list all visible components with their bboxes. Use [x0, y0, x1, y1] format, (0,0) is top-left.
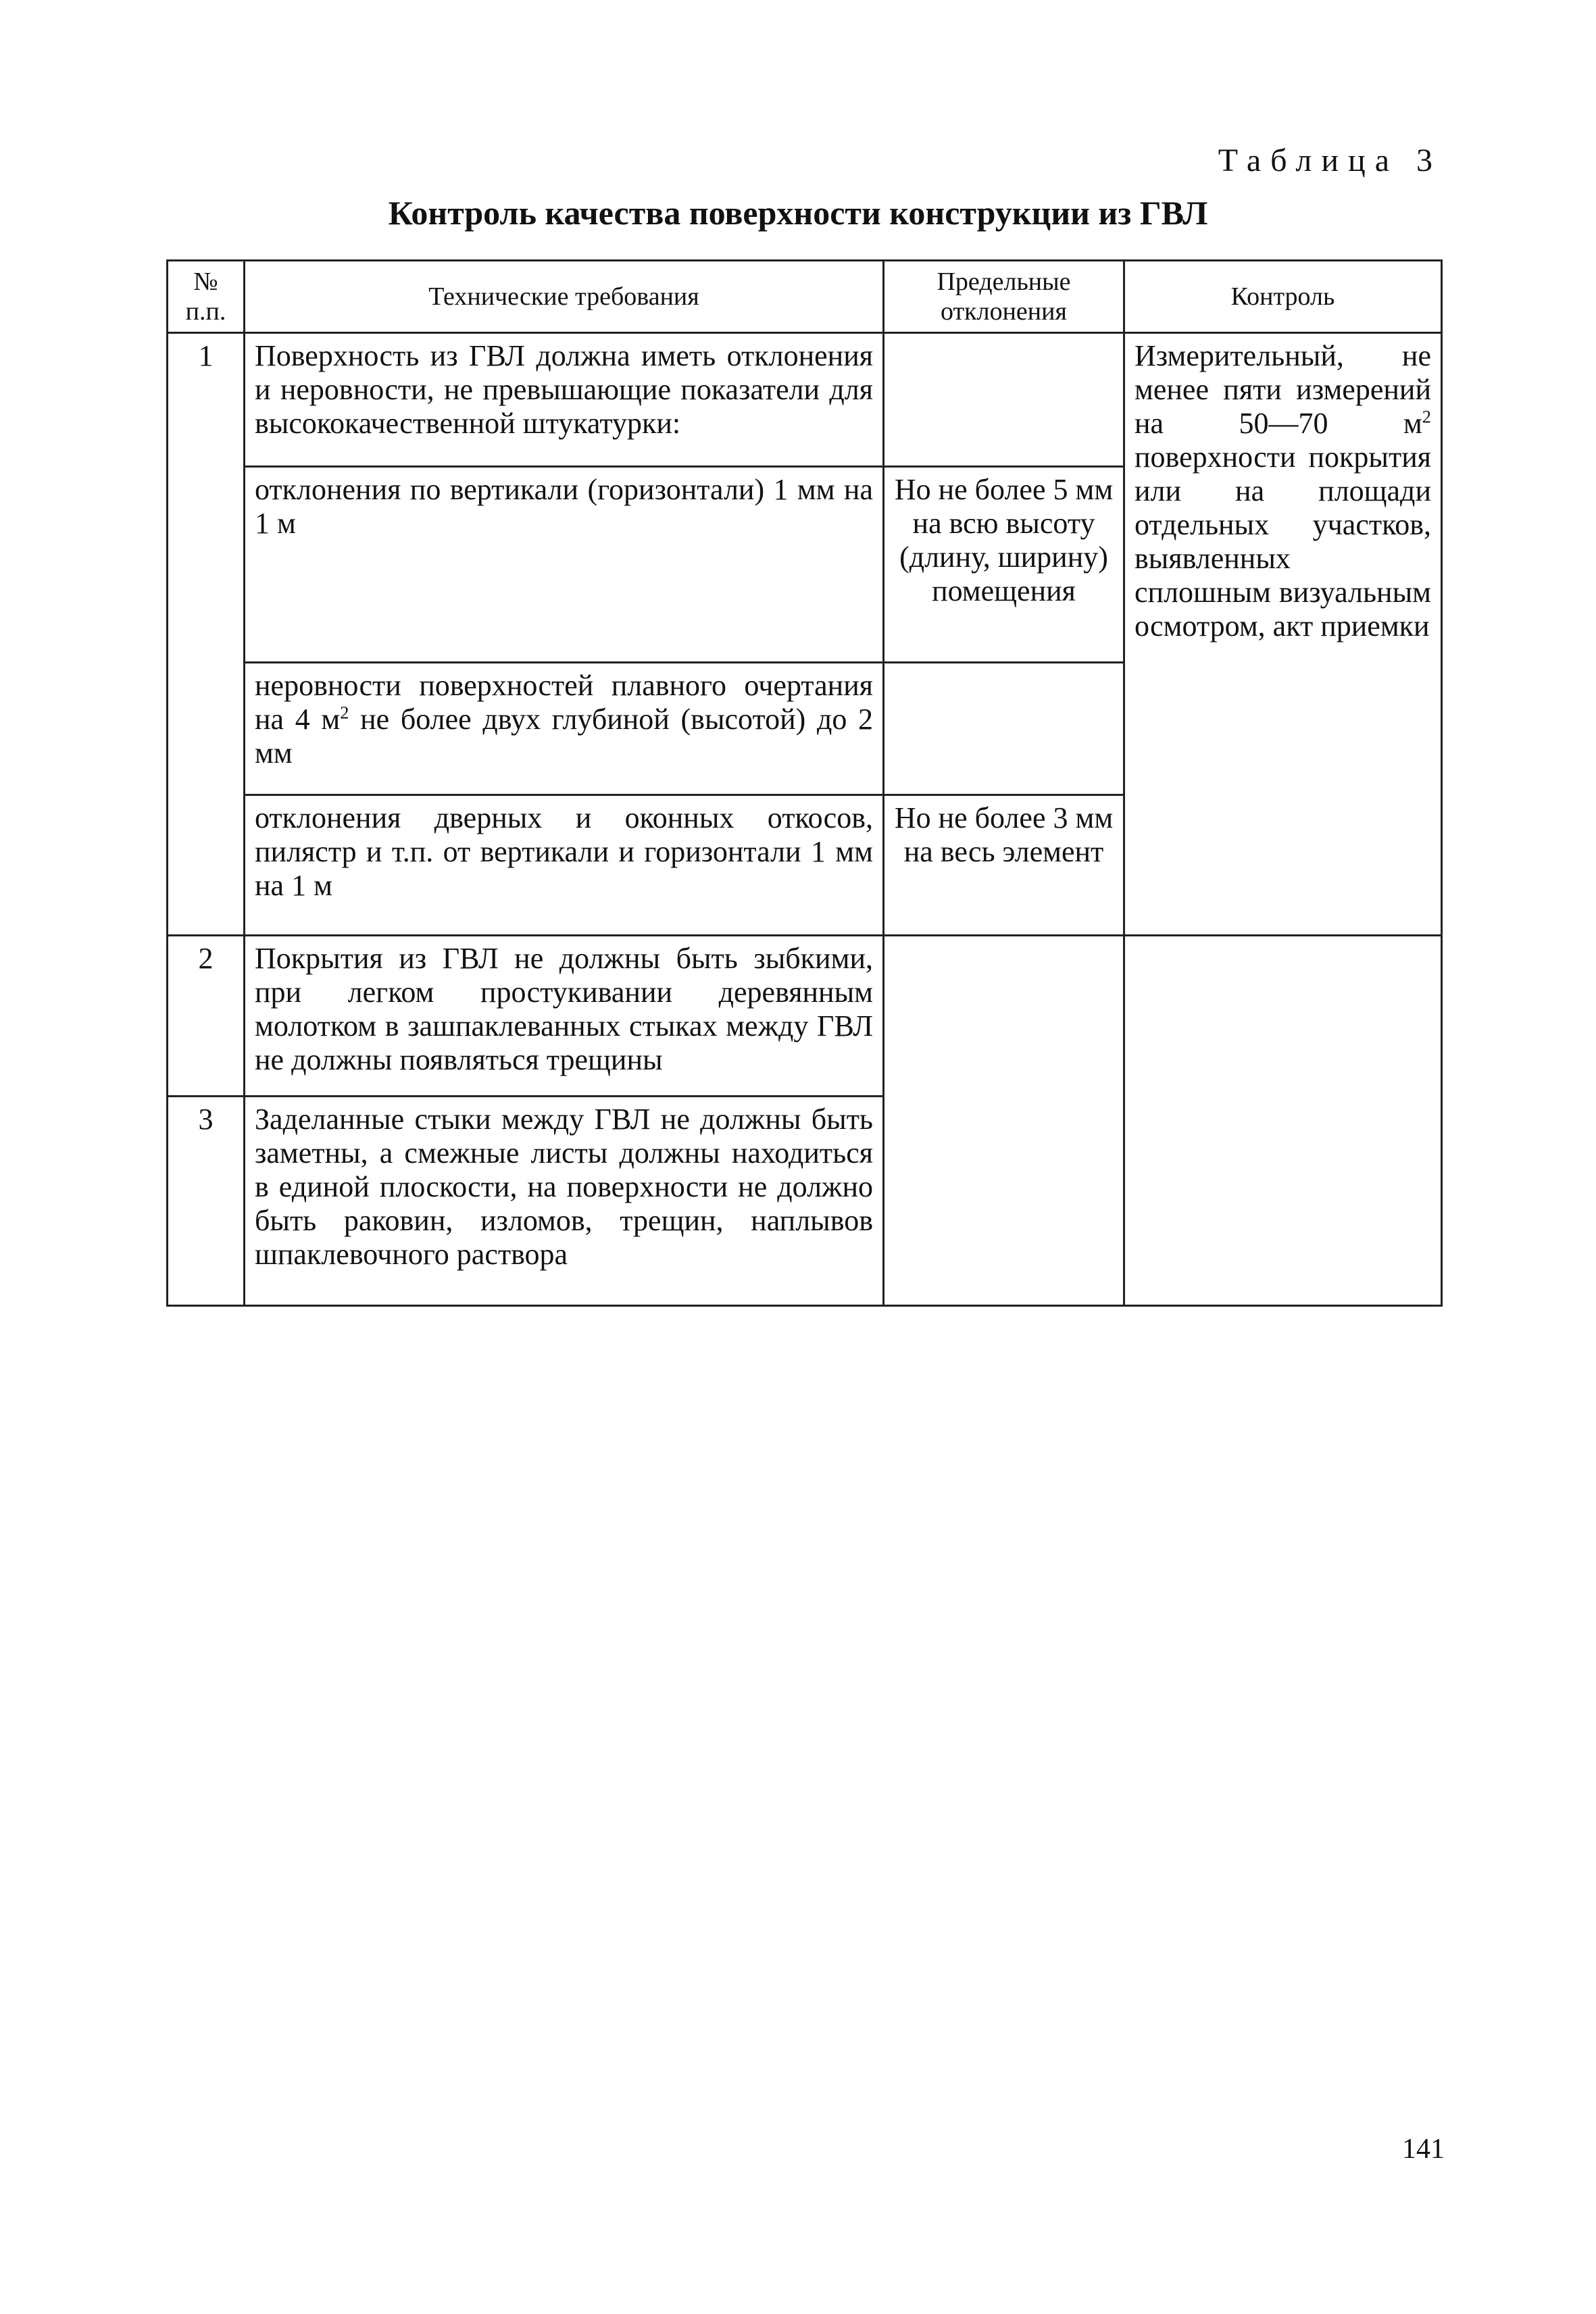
- header-deviations-line2: отклонения: [941, 297, 1067, 326]
- requirement-cell: Заделанные стыки между ГВЛ не должны быть заметны, а смежные листы должны находиться в единой плоскости, на поверхности не должно быть раковин, изломов, трещин, наплывов шпаклевочного раствора: [245, 1097, 884, 1306]
- table-title: Контроль качества поверхности конструкции из ГВЛ: [388, 194, 1208, 232]
- superscript: 2: [340, 702, 349, 723]
- deviation-cell: [884, 663, 1124, 795]
- table-row: [168, 333, 1442, 467]
- header-number: [168, 261, 245, 333]
- requirement-cell: отклонения дверных и оконных откосов, пилястр и т.п. от вертикали и горизонтали 1 мм на 1 м: [245, 795, 884, 936]
- requirement-text: не более двух глубиной (высотой) до 2 мм: [255, 703, 874, 770]
- control-cell: [1124, 333, 1442, 936]
- superscript: 2: [1422, 406, 1431, 427]
- control-text: поверхности покрытия или на площади отдельных участков, выявленных сплошным визуальным осмотром, акт приемки: [1134, 441, 1431, 643]
- requirement-text: неровности поверхностей плавного очертания на 4 м: [255, 669, 873, 736]
- row-number: 2: [168, 936, 245, 1097]
- control-text: Измерительный, не менее пяти измерений на 50—70 м: [1134, 339, 1431, 440]
- header-number-line2: п.п.: [185, 297, 226, 326]
- page-number: 141: [1402, 2134, 1445, 2165]
- table-header-row: [168, 261, 1442, 333]
- row-number: 3: [168, 1097, 245, 1306]
- header-requirements: Технические требования: [245, 261, 884, 333]
- requirement-cell: отклонения по вертикали (горизонтали) 1 мм на 1 м: [245, 467, 884, 663]
- deviation-cell: [884, 936, 1124, 1306]
- requirement-cell: Покрытия из ГВЛ не должны быть зыбкими, при легком простукивании деревянным молотком в зашпаклеванных стыках между ГВЛ не должны появляться трещины: [245, 936, 884, 1097]
- header-control: Контроль: [1124, 261, 1442, 333]
- table-label: Таблица 3: [1218, 143, 1442, 178]
- header-deviations: [884, 261, 1124, 333]
- deviation-cell: Но не более 3 мм на весь элемент: [884, 795, 1124, 936]
- control-cell: [1124, 936, 1442, 1306]
- requirement-cell: Поверхность из ГВЛ должна иметь отклонения и неровности, не превышающие показатели для высококачественной штукатурки:: [245, 333, 884, 467]
- header-number-line1: №: [193, 268, 218, 296]
- quality-control-table: [166, 259, 1443, 1307]
- header-deviations-line1: Предельные: [937, 268, 1071, 296]
- table-row: [168, 936, 1442, 1097]
- deviation-cell: [884, 333, 1124, 467]
- requirement-cell: [245, 663, 884, 795]
- row-number: 1: [168, 333, 245, 936]
- deviation-cell: Но не более 5 мм на всю высоту (длину, ширину) помещения: [884, 467, 1124, 663]
